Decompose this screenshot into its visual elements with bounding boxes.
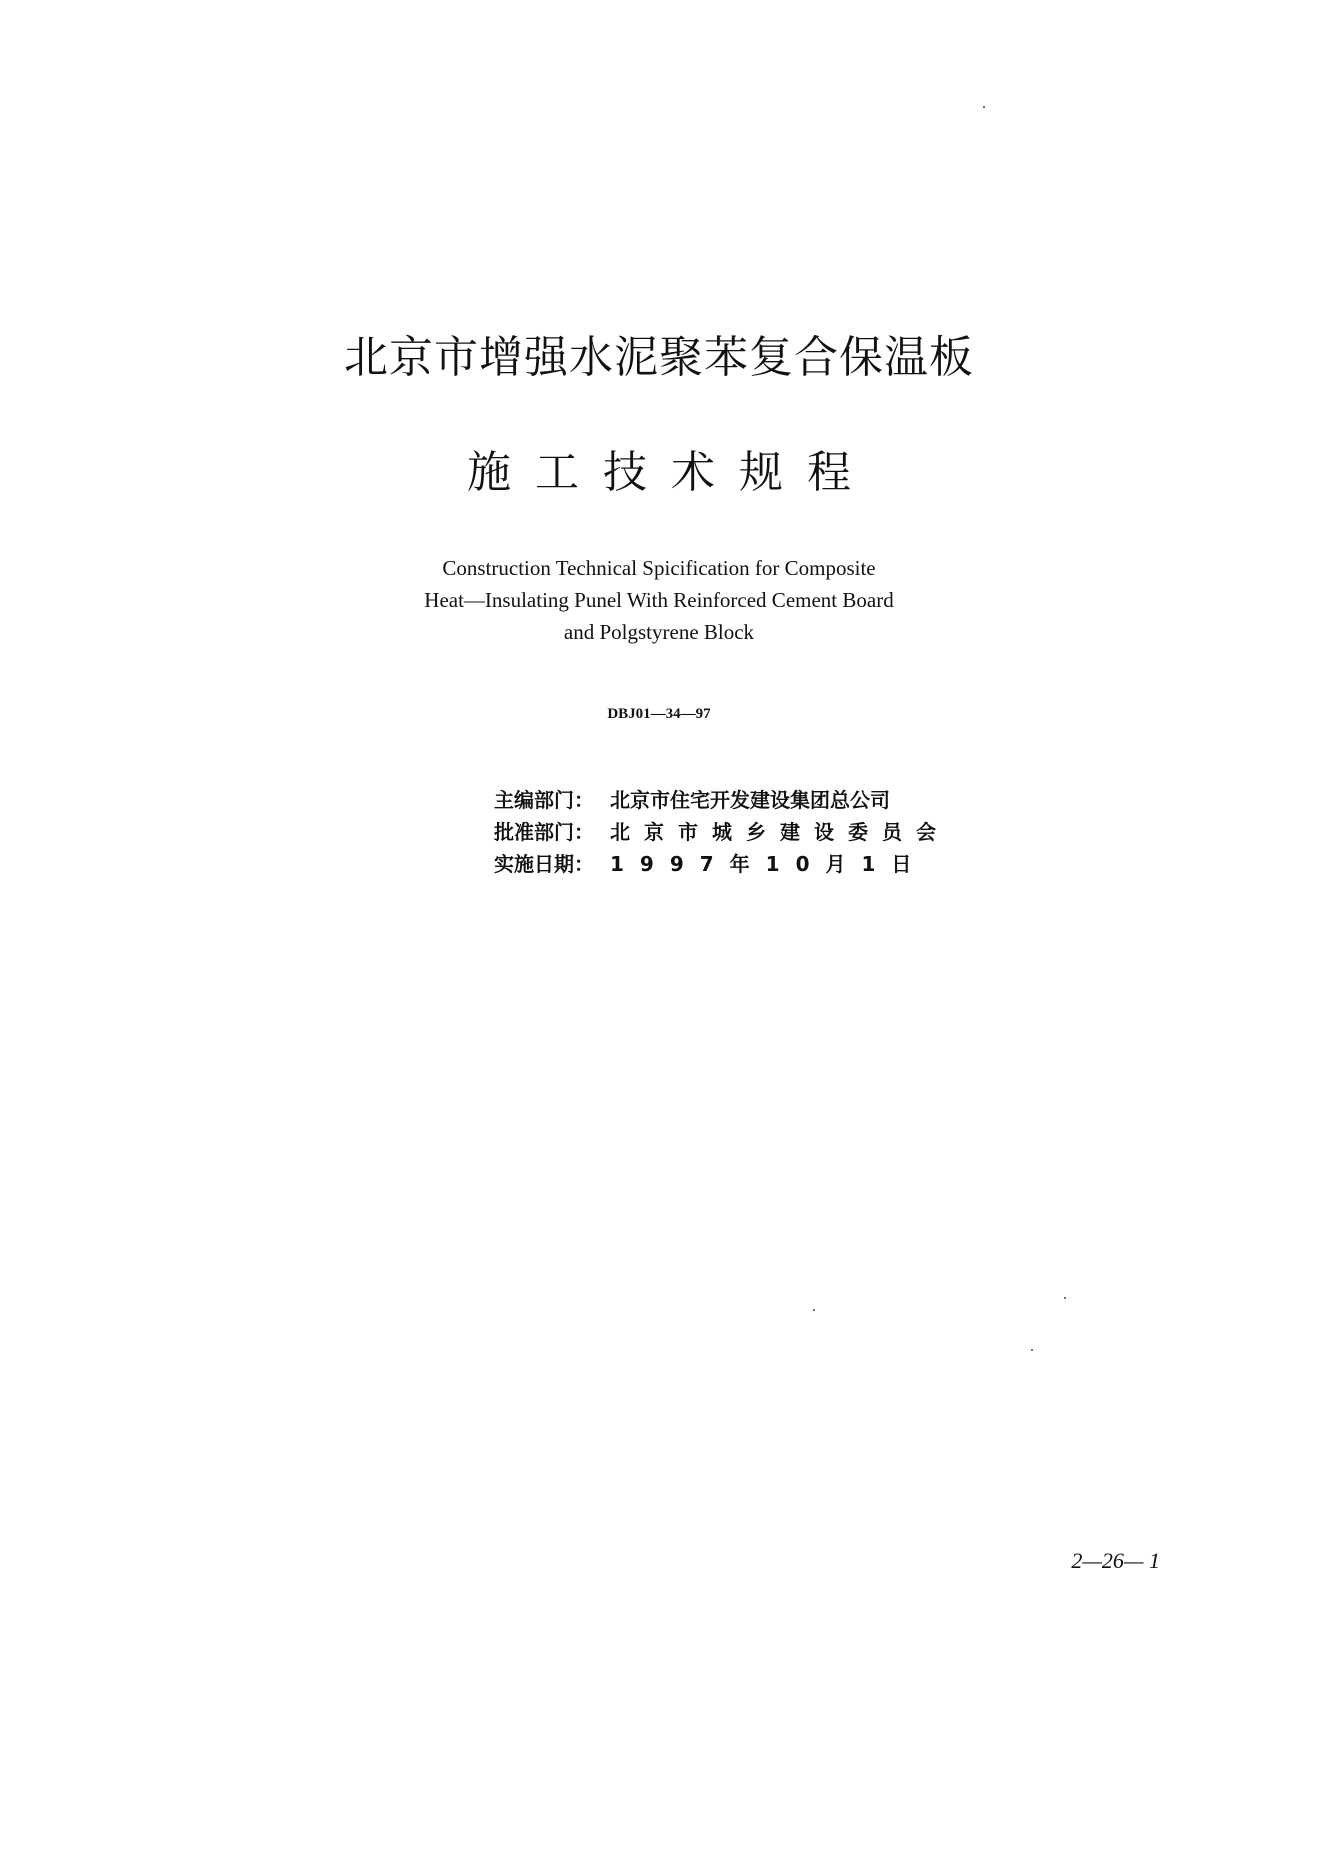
info-row-effective-date [494,848,954,880]
info-value: 1997年10月1日 [610,852,928,876]
scan-speck [1064,1297,1066,1299]
info-row-editor [494,784,954,816]
scan-speck [983,106,985,108]
info-value: 北京市住宅开发建设集团总公司 [610,788,890,812]
publication-info [494,784,954,880]
document-subtitle: 施工技术规程 [467,447,875,498]
info-label: 主编部门： [494,788,594,812]
info-label: 批准部门： [494,820,594,844]
english-title-line: Heat—Insulating Punel With Reinforced Cement Board [424,588,894,612]
english-title-line: and Polgstyrene Block [563,620,755,644]
scan-speck [1031,1349,1033,1351]
scan-speck [813,1309,815,1311]
standard-code: DBJ01—34—97 [607,706,711,722]
info-value: 北京市城乡建设委员会 [610,820,950,844]
page-number: 2—26— 1 [1071,1548,1160,1573]
document-title: 北京市增强水泥聚苯复合保温板 [344,332,974,383]
info-row-approver [494,816,954,848]
english-title-line: Construction Technical Spicification for Composite [442,556,876,580]
info-label: 实施日期： [494,852,594,876]
english-title [0,552,1318,648]
